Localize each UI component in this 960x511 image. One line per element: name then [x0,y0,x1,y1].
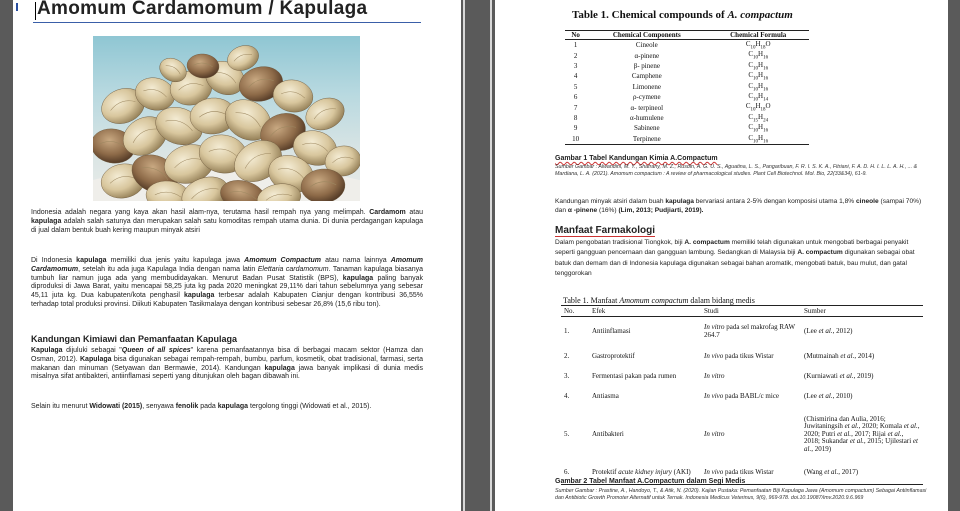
table1-header: No [565,31,586,40]
table2-cell: In vitro pada sel makrofag RAW 264.7 [704,323,796,339]
table1-cell: $C_{10}H_{16}$ [748,123,769,134]
text-run: kapulaga [264,364,295,372]
text-run: kapulaga [31,217,62,225]
table2-cell: Protektif acute kidney injury (AKI) [589,463,701,485]
table1-cell: Sabinene [633,124,660,133]
table2-cell: Antibakteri [592,429,624,438]
text-run: (sampai 70%) dan [555,198,922,214]
text-run: Amomum Cardamomum [31,257,423,273]
text-run: paling banyak diproduksi di Jawa Barat, yaitu mencapai 58,25 juta kg pada 2020 meningkat 29,11% dari tahun sebelumnya yang sebesar 45,11 juta kg. Dua kabupaten/kota penghasil [31,274,423,300]
table2-row [561,317,923,347]
text-run: Amomum Compactum [244,257,321,264]
text-run: (Lim, 2013; Pudjiarti, 2019). [618,206,704,214]
table2-cell: 6. [561,463,589,485]
text-run: memiliki dua jenis yaitu kapulaga jawa [106,257,245,264]
figure1-caption [555,155,718,162]
paragraph-uses [31,347,423,382]
table2-header: Studi [701,306,801,317]
table2-header: Sumber [801,306,923,317]
table2-header: Efek [589,306,701,317]
text-run: atau nama lainnya [321,257,391,264]
text-run: Dalam pengobatan tradisional Tiongkok, biji [555,239,685,246]
paragraph-intro [31,209,423,235]
left-page [13,0,461,511]
page-title: Amomum Cardamomum / Kapulaga [37,0,368,19]
page-gutter-right [490,0,492,511]
text-run: cineole [855,198,879,205]
table1-cell: $C_{10}H_{14}$ [748,91,769,103]
table1-cell: Limonene [632,82,661,91]
section-heading-manfaat: Manfaat Farmakologi [555,225,656,236]
table1-row [565,40,809,51]
table1-title: Table 1. Chemical compounds of A. compactum [572,9,793,21]
text-run: Queen of all spices [121,347,191,354]
table1-cell: $C_{15}H_{24}$ [748,112,769,124]
text-run: Di Indonesia [31,257,77,264]
table1-cell: Camphene [631,72,662,81]
text-run: kapulaga [76,257,107,264]
table2-cell: (Mutmainah et al., 2014) [804,351,875,360]
table2-cell: Fermentasi pakan pada rumen [592,371,677,380]
text-run: dijuluki sebagai " [62,347,122,354]
text-run: digunakan sebagai obat batuk dan demam dan di Indonesia kapulaga digunakan sebagai bahan aromatik, mengobati batuk, bau mulut, dan gatal tenggorokan [555,249,915,278]
table1-cell: 7 [573,103,578,112]
table1-cell: $C_{10}H_{18}O$ [745,102,771,113]
text-run: jawa banyak implikasi di dunia medis misalnya sifat antibakteri, antiinflamasi seperti yang ditunjukan oleh bagan dibawah ini. [31,364,423,381]
right-page [495,0,948,511]
text-run: adalah salah satunya dan merupakan salah satu komoditas rempah utama dunia. Di dunia perdagangan kapulaga di jual dalam bentuk buah kering maupun minyak atsiri [31,217,423,234]
text-run: Widowati (2015) [89,403,143,410]
table1-row [565,50,809,60]
table1-cell: β- pinene [633,61,660,70]
figure1-source: Sumber Gambar : Alwandini, M. Y., Shafrany, M. Z., Rusdin, A. G. U. S., Aguatina, L. S., Pangaribuan, F. R. I. S. K. A., Fitriani, F. A. D. H. I. L. L. A. H., ... & Mardiana, L. A. (2021). Amomum compactum : A review of pharmacological studies. Plant Cell Biotechnol. Mol. Bio, 22(33&34), 61-9. [555,164,918,177]
table2-cell: In vivo pada BABL/c mice [704,391,780,400]
table2-row [561,367,923,387]
paragraph-traditional-use [555,238,927,280]
table2-cell: 5. [564,429,570,438]
table2-cell: 3. [564,371,570,380]
table2-cell: (Chismirina dan Aulia, 2016; Juwitaningsih et al., 2020; Komala et al., 2020; Putri et al., 2017; Rijai et al., 2018; Sukandar et al., 2015; Ujilestari et al., 2019) [804,414,920,453]
table1-row [565,102,809,112]
table1-cell: $C_{10}H_{16}$ [748,50,769,61]
table1-cell: Terpinene [586,134,707,145]
text-run: A. compactum [684,239,730,246]
table2-cell: In vitro [704,429,725,438]
text-run: Kandungan minyak atsiri dalam buah [555,198,666,205]
text-run: kapulaga [665,198,694,205]
table1-row [565,123,809,133]
table1-row [565,82,809,92]
table2-cell: 1. [564,326,570,335]
table2-row [561,387,923,407]
chemical-compounds-table [565,30,809,145]
table2-row [561,347,923,367]
title-underline [33,22,421,23]
table1-cell: ρ-cymene [633,93,661,102]
table1-cell: 3 [573,61,578,70]
table1-row [565,71,809,81]
text-run: Cardamom [369,209,406,216]
text-run: kapulaga [217,403,249,410]
text-run: " karena pemanfaatannya bisa di berbagai macam sektor (Hamza dan Osman, 2012). [31,347,423,363]
table1-cell: 2 [573,51,578,60]
table1-cell: α-humulene [630,113,664,122]
text-run: kapulaga [184,292,215,300]
table1-header: Chemical Components [586,31,707,40]
table1-cell: α- terpineol [630,103,664,112]
table1-cell: $C_{10}H_{16}$ [707,134,809,145]
table2-cell: Antiasma [592,391,619,400]
table1-cell: 5 [573,82,578,91]
text-run: Selain itu menurut [31,403,90,410]
table1-cell: Cineole [635,41,658,50]
table2-cell: (Lee et al., 2012) [804,326,853,335]
table2-title: Table 1. Manfaat Amomum compactum dalam bidang medis [563,296,755,305]
table2-cell: Antiinflamasi [592,326,631,335]
text-run: . Tanaman kapulaga biasanya tumbuh liar namun juga ada yang membudidayakan. Menurut Badan Pusat Statistik (BPS), [31,265,423,282]
medical-benefits-table [561,305,923,485]
table1-cell: α-pinene [634,51,660,60]
table1-header: Chemical Formula [707,31,809,40]
table2-cell: (Kurniawati et al., 2019) [804,371,874,380]
text-cursor [35,2,36,20]
text-run: terbesar adalah Kabupaten Cianjur dengan kontribusi 36,55% terhadap total produksi provinsi. Diikuti Kabupaten Tasikmalaya dengan kontribusi sebesar 26,8% (15,6 ribu ton). [31,292,423,308]
table1-cell: $C_{10}H_{16}$ [748,81,769,92]
section-heading-kandungan: Kandungan Kimiawi dan Pemanfaatan Kapulaga [31,334,238,344]
text-run: (16%) [597,206,619,214]
text-run: bervariasi antara 2-5% dengan komposisi utama 1,8% [693,198,856,205]
cardamom-photo [93,36,360,201]
table2-cell: In vivo pada tikus Wistar [701,463,801,485]
text-run: tergolong tinggi (Widowati et al., 2015). [248,403,372,410]
text-run: bisa digunakan sebagai rempah-rempah, bumbu, parfum, kosmetik, obat tradisional, farmasi, serta makanan dan minuman (Setyawan dan Bermawie, 2014). Kandungan [31,355,423,372]
table2-cell: Gastroprotektif [592,351,635,360]
text-run: , setelah itu ada juga Kapulaga India dengan nama latin [78,265,258,273]
table1-row [565,61,809,71]
table1-cell: 8 [573,113,578,122]
table1-cell: 9 [573,124,578,133]
table2-row [561,407,923,463]
paragraph-types [31,257,423,310]
table1-cell: 4 [573,72,578,81]
figure2-source: Sumber Gambar : Prastine, A., Handoyo, T., & Atik, N. (2020). Kajian Pustaka: Pemanfaatan Biji Kapulaga Jawa (Amomum compactum) Sebagai Antiinflamasi dan Antibiotic Growth Promoter Alternatif untuk Ternak. Indonesia Medicus Veterinus, 9(6), 969-978. doi.10.19087/imv.2020.9.6.969 [555,488,927,501]
table1-cell: $C_{10}H_{16}$ [748,60,769,72]
table1-cell: 6 [573,93,578,102]
text-run: , senyawa [142,403,176,410]
text-run: memiliki telah digunakan untuk mengobati berbagai penyakit seperti gangguan pencernaan dan gangguan lambung. Sedangkan di Malaysia biji [555,239,909,257]
text-run: pada [198,403,218,410]
text-run: kapulaga [342,274,374,282]
text-run: α -pinene [567,206,598,214]
text-run: Kapulaga [31,347,63,354]
text-run: A. compactum [797,249,843,257]
text-run: fenolik [175,403,199,410]
page-gutter-left [463,0,465,511]
table1-row [565,113,809,123]
table1-cell: 1 [573,41,578,50]
table1-cell: $C_{10}H_{16}$ [748,71,769,82]
table2-cell: In vivo pada tikus Wistar [704,351,774,360]
figure2-caption: Gambar 2 Tabel Manfaat A.Compactum dalam Segi Medis [555,478,746,485]
caption1-text: Gambar 1 Tabel Kandungan Kimia A.Compactum [555,155,718,162]
table2-cell: (Wang et al., 2017) [801,463,923,485]
table1-cell: 10 [565,134,586,145]
text-cursor-mark [16,3,18,11]
text-run: Elettaria cardamomum [257,265,329,273]
paragraph-phenolic [31,403,423,412]
table1-row [565,134,809,145]
text-run: atau [405,209,423,216]
cardamom-pods-image [93,36,360,201]
table2-cell: 2. [564,351,570,360]
table1-cell: $C_{10}H_{18}O$ [745,40,771,51]
table2-cell: (Lee et al., 2010) [804,391,853,400]
table2-cell: In vitro [704,371,725,380]
table2-header: No. [561,306,589,317]
paragraph-essential-oil [555,198,927,215]
text-run: Indonesia adalah negara yang kaya akan hasil alam-nya, terutama hasil rempah nya yang melimpah. [31,209,370,216]
text-run: Kapulaga [80,355,112,363]
table1-row [565,92,809,102]
table2-cell: 4. [564,391,570,400]
